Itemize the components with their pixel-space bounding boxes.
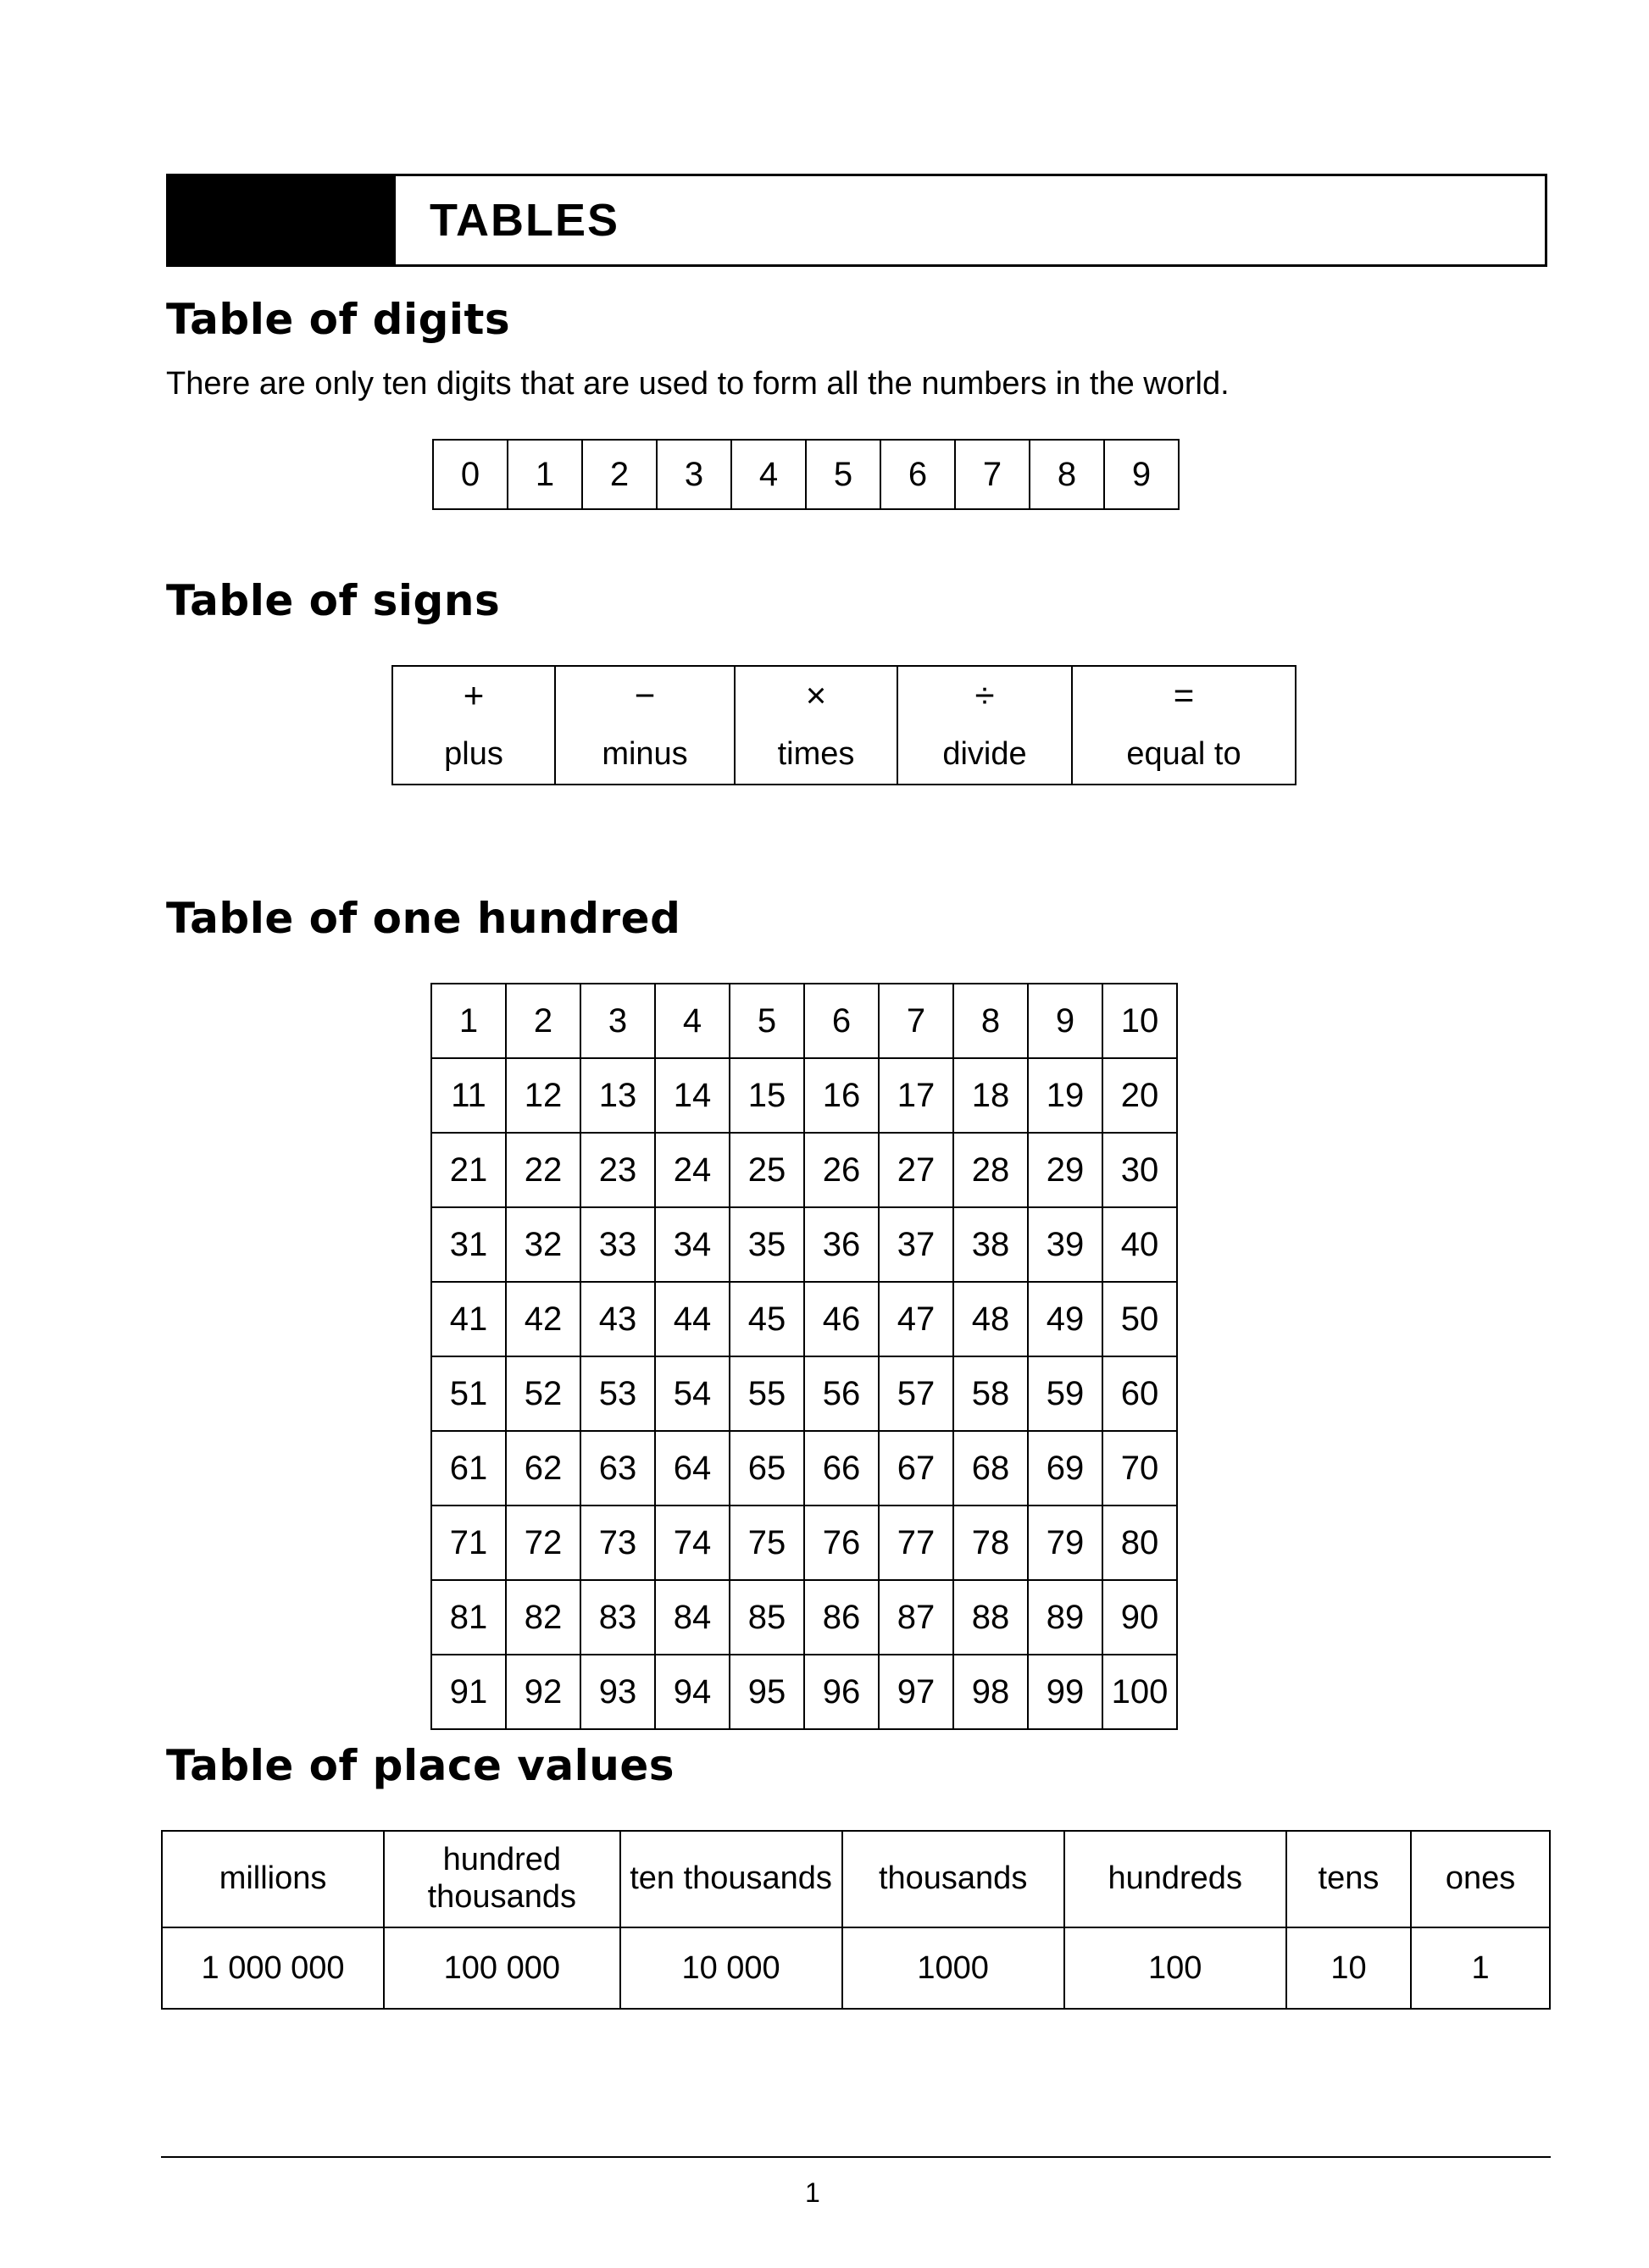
hundred-cell: 76 (804, 1506, 879, 1580)
hundred-cell: 89 (1028, 1580, 1102, 1655)
hundred-cell: 72 (506, 1506, 580, 1580)
hundred-cell: 40 (1102, 1207, 1177, 1282)
hundred-cell: 37 (879, 1207, 953, 1282)
hundred-cell: 22 (506, 1133, 580, 1207)
hundred-cell: 29 (1028, 1133, 1102, 1207)
sign-symbol: + (392, 666, 555, 724)
hundred-cell: 80 (1102, 1506, 1177, 1580)
digit-cell: 2 (582, 440, 657, 509)
digits-intro-text: There are only ten digits that are used to form all the numbers in the world. (166, 366, 1230, 402)
table-row (431, 1655, 1177, 1729)
hundred-cell: 68 (953, 1431, 1028, 1506)
hundred-cell: 34 (655, 1207, 730, 1282)
hundred-cell: 56 (804, 1356, 879, 1431)
digits-table (432, 439, 1180, 510)
hundred-cell: 62 (506, 1431, 580, 1506)
digit-cell: 1 (508, 440, 582, 509)
hundred-cell: 52 (506, 1356, 580, 1431)
hundred-cell: 38 (953, 1207, 1028, 1282)
hundred-cell: 57 (879, 1356, 953, 1431)
place-value-cell: 1 (1411, 1927, 1550, 2009)
hundred-cell: 30 (1102, 1133, 1177, 1207)
place-values-table (161, 1830, 1551, 2010)
digit-cell: 4 (731, 440, 806, 509)
hundred-cell: 84 (655, 1580, 730, 1655)
place-value-header: thousands (842, 1831, 1064, 1927)
hundred-cell: 8 (953, 984, 1028, 1058)
sign-word: times (735, 724, 897, 785)
hundred-cell: 47 (879, 1282, 953, 1356)
hundred-cell: 43 (580, 1282, 655, 1356)
digit-cell: 7 (955, 440, 1030, 509)
hundred-cell: 45 (730, 1282, 804, 1356)
hundred-cell: 60 (1102, 1356, 1177, 1431)
hundred-cell: 93 (580, 1655, 655, 1729)
place-value-cell: 100 (1064, 1927, 1286, 2009)
signs-table (391, 665, 1296, 785)
hundred-cell: 13 (580, 1058, 655, 1133)
place-value-header: millions (162, 1831, 384, 1927)
table-row (431, 1356, 1177, 1431)
table-row (431, 1580, 1177, 1655)
hundred-cell: 15 (730, 1058, 804, 1133)
hundred-cell: 100 (1102, 1655, 1177, 1729)
digit-cell: 0 (433, 440, 508, 509)
sign-symbol: ÷ (897, 666, 1072, 724)
table-row-words (392, 724, 1296, 785)
hundred-cell: 85 (730, 1580, 804, 1655)
sign-word: plus (392, 724, 555, 785)
hundred-cell: 70 (1102, 1431, 1177, 1506)
hundred-cell: 69 (1028, 1431, 1102, 1506)
heading-table-of-digits: Table of digits (166, 295, 511, 344)
hundred-cell: 1 (431, 984, 506, 1058)
page-header-banner (166, 174, 1547, 267)
hundred-cell: 73 (580, 1506, 655, 1580)
table-row-headers (162, 1831, 1550, 1927)
hundred-cell: 98 (953, 1655, 1028, 1729)
heading-table-of-place-values: Table of place values (166, 1741, 675, 1790)
table-row-symbols (392, 666, 1296, 724)
hundred-cell: 2 (506, 984, 580, 1058)
hundred-cell: 92 (506, 1655, 580, 1729)
table-row-values (162, 1927, 1550, 2009)
hundred-cell: 74 (655, 1506, 730, 1580)
hundred-cell: 79 (1028, 1506, 1102, 1580)
hundred-cell: 25 (730, 1133, 804, 1207)
digit-cell: 9 (1104, 440, 1179, 509)
hundred-cell: 83 (580, 1580, 655, 1655)
footer-divider (161, 2156, 1551, 2158)
hundred-cell: 41 (431, 1282, 506, 1356)
hundred-cell: 46 (804, 1282, 879, 1356)
hundred-cell: 53 (580, 1356, 655, 1431)
hundred-cell: 26 (804, 1133, 879, 1207)
hundred-cell: 11 (431, 1058, 506, 1133)
page-title: TABLES (430, 195, 619, 246)
hundred-cell: 82 (506, 1580, 580, 1655)
place-value-header: ones (1411, 1831, 1550, 1927)
hundred-cell: 90 (1102, 1580, 1177, 1655)
sign-symbol: = (1072, 666, 1296, 724)
place-value-cell: 1000 (842, 1927, 1064, 2009)
hundred-cell: 97 (879, 1655, 953, 1729)
hundred-cell: 55 (730, 1356, 804, 1431)
hundred-cell: 10 (1102, 984, 1177, 1058)
table-row (431, 1207, 1177, 1282)
hundred-cell: 44 (655, 1282, 730, 1356)
hundred-cell: 7 (879, 984, 953, 1058)
hundred-cell: 23 (580, 1133, 655, 1207)
hundred-cell: 75 (730, 1506, 804, 1580)
heading-table-of-one-hundred: Table of one hundred (166, 894, 681, 943)
hundred-cell: 42 (506, 1282, 580, 1356)
hundred-cell: 59 (1028, 1356, 1102, 1431)
sign-symbol: − (555, 666, 735, 724)
header-black-block (169, 176, 396, 264)
hundred-cell: 14 (655, 1058, 730, 1133)
table-row (431, 984, 1177, 1058)
hundred-cell: 87 (879, 1580, 953, 1655)
hundred-cell: 28 (953, 1133, 1028, 1207)
hundred-cell: 4 (655, 984, 730, 1058)
page-number: 1 (805, 2177, 820, 2208)
hundred-cell: 31 (431, 1207, 506, 1282)
hundred-cell: 48 (953, 1282, 1028, 1356)
hundred-cell: 39 (1028, 1207, 1102, 1282)
hundred-cell: 96 (804, 1655, 879, 1729)
hundred-cell: 12 (506, 1058, 580, 1133)
hundred-cell: 58 (953, 1356, 1028, 1431)
digit-cell: 6 (880, 440, 955, 509)
hundred-cell: 95 (730, 1655, 804, 1729)
hundred-cell: 19 (1028, 1058, 1102, 1133)
table-row (431, 1282, 1177, 1356)
hundred-cell: 27 (879, 1133, 953, 1207)
hundred-cell: 49 (1028, 1282, 1102, 1356)
table-row (431, 1506, 1177, 1580)
place-value-cell: 10 000 (620, 1927, 842, 2009)
place-value-header: hundreds (1064, 1831, 1286, 1927)
table-row (431, 1058, 1177, 1133)
sign-word: equal to (1072, 724, 1296, 785)
place-value-header: ten thousands (620, 1831, 842, 1927)
hundred-cell: 86 (804, 1580, 879, 1655)
table-row (431, 1431, 1177, 1506)
hundred-cell: 16 (804, 1058, 879, 1133)
hundred-cell: 67 (879, 1431, 953, 1506)
hundred-cell: 6 (804, 984, 879, 1058)
hundred-cell: 50 (1102, 1282, 1177, 1356)
place-value-cell: 100 000 (384, 1927, 619, 2009)
place-value-header: hundred thousands (384, 1831, 619, 1927)
place-value-header: tens (1286, 1831, 1411, 1927)
hundred-table (430, 983, 1178, 1730)
digit-cell: 3 (657, 440, 731, 509)
hundred-cell: 94 (655, 1655, 730, 1729)
hundred-cell: 35 (730, 1207, 804, 1282)
sign-symbol: × (735, 666, 897, 724)
hundred-cell: 24 (655, 1133, 730, 1207)
hundred-cell: 17 (879, 1058, 953, 1133)
sign-word: minus (555, 724, 735, 785)
hundred-cell: 33 (580, 1207, 655, 1282)
hundred-cell: 77 (879, 1506, 953, 1580)
hundred-cell: 88 (953, 1580, 1028, 1655)
hundred-cell: 54 (655, 1356, 730, 1431)
place-value-cell: 1 000 000 (162, 1927, 384, 2009)
hundred-cell: 65 (730, 1431, 804, 1506)
hundred-cell: 20 (1102, 1058, 1177, 1133)
table-row (431, 1133, 1177, 1207)
place-value-cell: 10 (1286, 1927, 1411, 2009)
hundred-cell: 3 (580, 984, 655, 1058)
hundred-cell: 78 (953, 1506, 1028, 1580)
hundred-cell: 61 (431, 1431, 506, 1506)
hundred-cell: 99 (1028, 1655, 1102, 1729)
hundred-cell: 71 (431, 1506, 506, 1580)
heading-table-of-signs: Table of signs (166, 576, 501, 625)
hundred-cell: 91 (431, 1655, 506, 1729)
hundred-cell: 66 (804, 1431, 879, 1506)
hundred-cell: 63 (580, 1431, 655, 1506)
hundred-cell: 64 (655, 1431, 730, 1506)
hundred-cell: 32 (506, 1207, 580, 1282)
hundred-cell: 9 (1028, 984, 1102, 1058)
hundred-cell: 21 (431, 1133, 506, 1207)
digit-cell: 8 (1030, 440, 1104, 509)
hundred-cell: 5 (730, 984, 804, 1058)
table-row (433, 440, 1179, 509)
hundred-cell: 36 (804, 1207, 879, 1282)
hundred-cell: 81 (431, 1580, 506, 1655)
hundred-cell: 51 (431, 1356, 506, 1431)
digit-cell: 5 (806, 440, 880, 509)
sign-word: divide (897, 724, 1072, 785)
hundred-cell: 18 (953, 1058, 1028, 1133)
